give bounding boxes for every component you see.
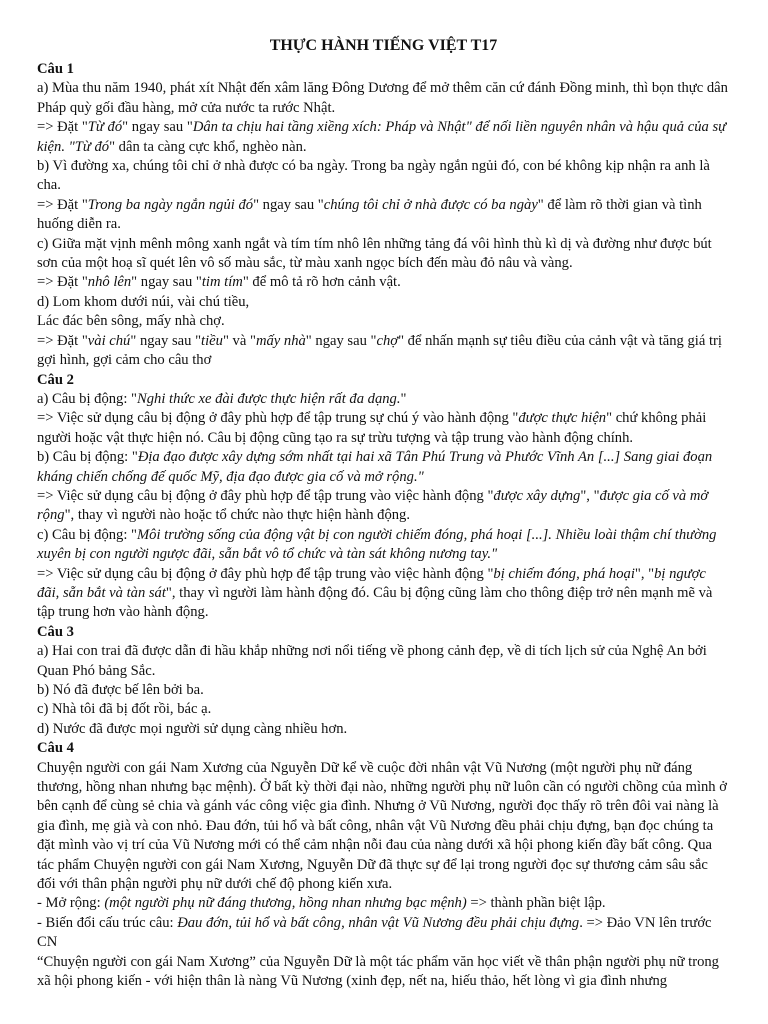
q4-expand-note: - Mở rộng: (một người phụ nữ đáng thương, hồng nhan nhưng bạc mệnh) => thành phần biệt lập. — [37, 895, 606, 912]
question-3-heading: Câu 3 — [37, 623, 74, 640]
q2-part-c: c) Câu bị động: "Môi trường sống của động vật bị con người chiếm đóng, phá hoại [...]. Nhiều loài thậm chí thường xuyên bị con người ngược đãi, sẵn bắt vô tổ chức và tàn sát không nương tay." — [37, 526, 717, 563]
q1-part-c: c) Giữa mặt vịnh mênh mông xanh ngắt và tím tím nhô lên những tảng đá vôi hình thù kì dị và đường như được bút sơn của một hoạ sĩ quét lên vô số màu sắc, từ màu xanh ngọc bích đến màu đỏ nâu và vàng. — [37, 235, 712, 272]
q4-paragraph-1: Chuyện người con gái Nam Xương của Nguyễn Dữ kể về cuộc đời nhân vật Vũ Nương (một người phụ nữ đáng thương, hồng nhan nhưng bạc mệnh). Ở bất kỳ thời đại nào, những người phụ nữ luôn cần có người chồng của mình ở bên cạnh để cùng sẻ chia và gánh vác công việc gia đình. Nhưng ở Vũ Nương, người đọc thấy rõ trên đôi vai nàng là gia đình, mẹ già và con nhỏ. Đau đớn, tủi hổ và bất công, nhân vật Vũ Nương đều phải chịu đựng, bạn đọc chúng ta đặt mình vào vị trí của Vũ Nương mới có thể cảm nhận nỗi đau của nàng dưới xã hội phong kiến đầy bất công. Qua tác phẩm Chuyện người con gái Nam Xương, Nguyễn Dữ đã thực sự để lại trong người đọc sự thương cảm sâu sắc đối với thân phận người phụ nữ dưới chế độ phong kiến xưa. — [37, 759, 727, 893]
q1-part-c-note: => Đặt "nhô lên" ngay sau "tim tím" để mô tả rõ hơn cảnh vật. — [37, 274, 401, 291]
q4-transform-note: - Biến đổi cấu trúc câu: Đau đớn, tủi hổ và bất công, nhân vật Vũ Nương đều phải chịu đựng. => Đảo VN lên trước CN — [37, 914, 712, 951]
q3-part-d: d) Nước đã được mọi người sử dụng càng nhiều hơn. — [37, 720, 348, 737]
q2-part-b-note: => Việc sử dụng câu bị động ở đây phù hợp để tập trung vào việc hành động "được xây dựng", "được gia cố và mở rộng", thay vì người nào hoặc tổ chức nào thực hiện hành động. — [37, 487, 709, 524]
q3-part-b: b) Nó đã được bế lên bởi ba. — [37, 682, 204, 698]
q1-part-d-line-1: d) Lom khom dưới núi, vài chú tiều, — [37, 293, 250, 310]
q1-part-d-line-2: Lác đác bên sông, mấy nhà chợ. — [37, 313, 225, 330]
q2-part-c-note: => Việc sử dụng câu bị động ở đây phù hợp để tập trung vào việc hành động "bị chiếm đóng, phá hoại", "bị ngược đãi, sẵn bắt và tàn sát", thay vì người làm hành động đó. Câu bị động cũng làm cho thông điệp trở nên mạnh mẽ và tập trung hơn vào hành động. — [37, 565, 713, 621]
q1-part-b-note: => Đặt "Trong ba ngày ngắn ngủi đó" ngay sau "chúng tôi chỉ ở nhà được có ba ngày" để làm rõ thời gian và tình huống diễn ra. — [37, 196, 702, 233]
q2-part-a: a) Câu bị động: "Nghi thức xe đài được thực hiện rất đa dạng." — [37, 390, 407, 407]
question-1-heading: Câu 1 — [37, 61, 74, 77]
q4-paragraph-2: “Chuyện người con gái Nam Xương” của Nguyễn Dữ là một tác phẩm văn học viết về thân phận người phụ nữ trong xã hội phong kiến - với hiện thân là nàng Vũ Nương (xinh đẹp, nết na, hiếu thảo, hết lòng vì gia đình nhưng — [37, 953, 719, 990]
q1-part-a-note: => Đặt "Từ đó" ngay sau "Dân ta chịu hai tầng xiềng xích: Pháp và Nhật" để nối liền nguyên nhân và hậu quả của sự kiện. "Từ đó" dân ta càng cực khổ, nghèo nàn. — [37, 119, 727, 155]
q3-part-c: c) Nhà tôi đã bị đốt rồi, bác ạ. — [37, 701, 212, 718]
question-4-heading: Câu 4 — [37, 740, 74, 757]
q2-part-a-note: => Việc sử dụng câu bị động ở đây phù hợp để tập trung sự chú ý vào hành động "được thực hiện" chứ không phải người hoặc vật thực hiện nó. Câu bị động cũng tạo ra sự trừu tượng và tập trung vào hành động chính. — [37, 410, 707, 446]
page-title: THỰC HÀNH TIẾNG VIỆT T17 — [269, 37, 498, 54]
q1-part-b: b) Vì đường xa, chúng tôi chỉ ở nhà được có ba ngày. Trong ba ngày ngắn ngủi đó, con bé không kịp nhận ra anh là cha. — [37, 158, 710, 194]
q3-part-a: a) Hai con trai đã được dẫn đi hầu khắp những nơi nổi tiếng về phong cảnh đẹp, về di tích lịch sử của Nghệ An bởi Quan Phó bảng Sắc. — [37, 643, 707, 679]
question-2-heading: Câu 2 — [37, 371, 74, 388]
q1-part-a: a) Mùa thu năm 1940, phát xít Nhật đến xâm lăng Đông Dương để mở thêm căn cứ đánh Đồng minh, thì bọn thực dân Pháp quỳ gối đầu hàng, mở cửa nước ta rước Nhật. — [37, 80, 728, 116]
q1-part-d-note: => Đặt "vài chú" ngay sau "tiều" và "mấy nhà" ngay sau "chợ" để nhấn mạnh sự tiêu điều của cảnh vật và tăng giá trị gợi hình, gợi cảm cho câu thơ — [37, 332, 722, 369]
q2-part-b: b) Câu bị động: "Địa đạo được xây dựng sớm nhất tại hai xã Tân Phú Trung và Phước Vĩnh An [...] Sang giai đoạn kháng chiến chống đế quốc Mỹ, địa đạo được gia cố và mở rộng." — [37, 449, 713, 485]
